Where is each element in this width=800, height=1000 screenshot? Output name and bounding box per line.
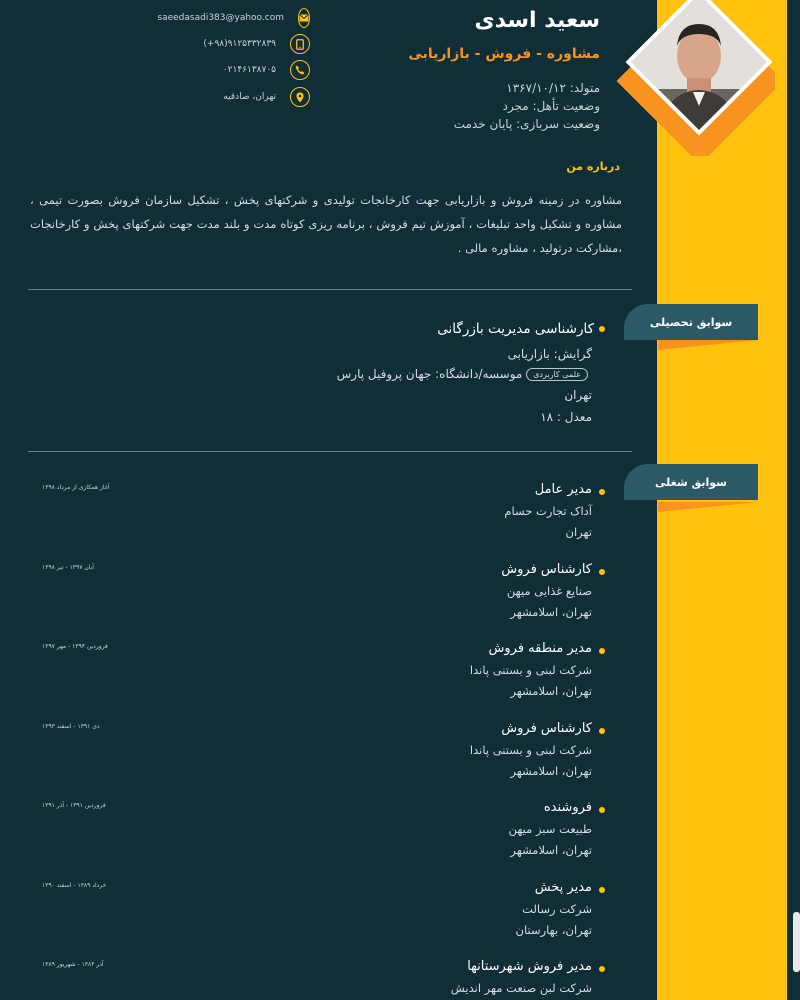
job-city: تهران، اسلامشهر [510, 764, 592, 778]
work-section-title: سوابق شغلی [654, 475, 727, 489]
job-date: دی ۱۳۹۱ - اسفند ۱۳۹۳ [42, 723, 100, 730]
education-institute: موسسه/دانشگاه: جهان پروفیل پارس [336, 367, 523, 381]
job-entry [451, 959, 592, 1000]
divider [28, 451, 632, 452]
job-entry [509, 800, 592, 864]
job-city: تهران، بهارستان [515, 923, 592, 937]
bullet-dot [599, 887, 605, 893]
institute-type-badge: علمی کاربردی [526, 368, 588, 381]
bullet-dot [599, 489, 605, 495]
divider [28, 289, 632, 290]
job-date: خرداد ۱۳۸۹ - اسفند ۱۳۹۰ [42, 882, 107, 889]
job-date: فروردین ۱۳۹۴ - مهر ۱۳۹۷ [42, 643, 108, 650]
job-company: صنایع غذایی میهن [506, 584, 592, 598]
job-entry [516, 880, 592, 944]
job-city: تهران، اسلامشهر [510, 843, 592, 857]
job-city: تهران، اسلامشهر [510, 605, 592, 619]
job-title: کارشناس فروش [501, 562, 592, 577]
contact-address [160, 86, 310, 108]
full-name: سعید اسدی [474, 8, 600, 33]
contact-mobile[interactable] [160, 33, 310, 55]
right-edge [787, 0, 800, 1000]
job-city: تهران [565, 525, 592, 539]
education-section-title: سوابق تحصیلی [649, 315, 733, 329]
address-text: تهران، صادقیه [223, 92, 276, 102]
job-company: شرکت لبنی و بستنی پاندا [469, 663, 592, 677]
contact-phone[interactable] [160, 59, 310, 81]
birth-date: متولد: ۱۳۶۷/۱۰/۱۲ [506, 81, 600, 95]
job-company: طبیعت سبز میهن [508, 822, 592, 836]
bullet-dot [599, 648, 605, 654]
bullet-dot [599, 326, 605, 332]
education-gpa: معدل : ۱۸ [540, 410, 592, 424]
location-pin-icon [290, 87, 310, 107]
education-section-ribbon [624, 304, 758, 340]
job-entry [470, 641, 592, 705]
job-title: مدیر فروش شهرستانها [467, 959, 592, 974]
job-company: شرکت لبنی و بستنی پاندا [469, 743, 592, 757]
profile-photo-frame [617, 0, 775, 156]
job-city: تهران، اسلامشهر [510, 684, 592, 698]
job-title: کارشناس فروش [501, 721, 592, 736]
job-title: مدیر پخش [534, 880, 592, 895]
education-field: گرایش: بازاریابی [507, 347, 592, 361]
job-company: شرکت رسالت [522, 902, 592, 916]
marital-status: وضعیت تأهل: مجرد [502, 99, 600, 113]
military-status: وضعیت سربازی: پایان خدمت [453, 117, 600, 131]
about-title: درباره من [566, 160, 620, 173]
phone-icon [290, 60, 310, 80]
bullet-dot [599, 966, 605, 972]
job-date: آذر ۱۳۸۴ - شهریور ۱۳۸۹ [42, 961, 104, 968]
job-company: آداک تجارت حسام [504, 504, 592, 518]
education-city: تهران [564, 388, 592, 402]
mobile-icon [290, 34, 310, 54]
job-company: شرکت لبن صنعت مهر اندیش [450, 981, 592, 995]
scrollbar-thumb[interactable] [793, 912, 800, 972]
job-title: مدیر منطقه فروش [488, 641, 592, 656]
bullet-dot [599, 807, 605, 813]
contact-email[interactable] [157, 7, 310, 29]
job-date: فروردین ۱۳۹۱ - آذر ۱۳۹۱ [42, 802, 106, 809]
job-entry [501, 562, 592, 626]
job-entry [470, 721, 592, 785]
job-title: فروشنده [543, 800, 592, 815]
envelope-icon [298, 8, 310, 28]
tagline: مشاوره - فروش - بازاریابی [408, 46, 600, 62]
education-institute-row [337, 367, 592, 381]
job-entry [504, 482, 592, 546]
bullet-dot [599, 728, 605, 734]
phone-text[interactable]: ۰۲۱۴۶۱۳۸۷۰۵ [222, 65, 276, 75]
job-date: آغاز همکاری از مرداد ۱۳۹۸ [42, 484, 110, 491]
mobile-text[interactable]: (+۹۸)۹۱۲۵۳۳۲۸۳۹ [203, 39, 276, 49]
job-date: آبان ۱۳۹۷ - تیر ۱۳۹۸ [42, 564, 94, 571]
bullet-dot [599, 569, 605, 575]
work-section-ribbon [624, 464, 758, 500]
about-text: مشاوره در زمینه فروش و بازاریابی جهت کارخانجات تولیدی و شرکتهای پخش ، تشکیل سازمان فروش بصورت تیمی ، مشاوره و تشکیل واحد تبلیغات ، آموزش تیم فروش ، برنامه ریزی کوتاه مدت و بلند مدت جهت شرکتهای پخش و کارخانجات ،مشارکت درتولید ، مشاوره مالی . [30, 193, 622, 255]
email-text[interactable]: saeedasadi383@yahoo.com [157, 13, 284, 23]
job-title: مدیر عامل [534, 482, 592, 497]
degree-title: کارشناسی مدیریت بازرگانی [437, 321, 594, 337]
